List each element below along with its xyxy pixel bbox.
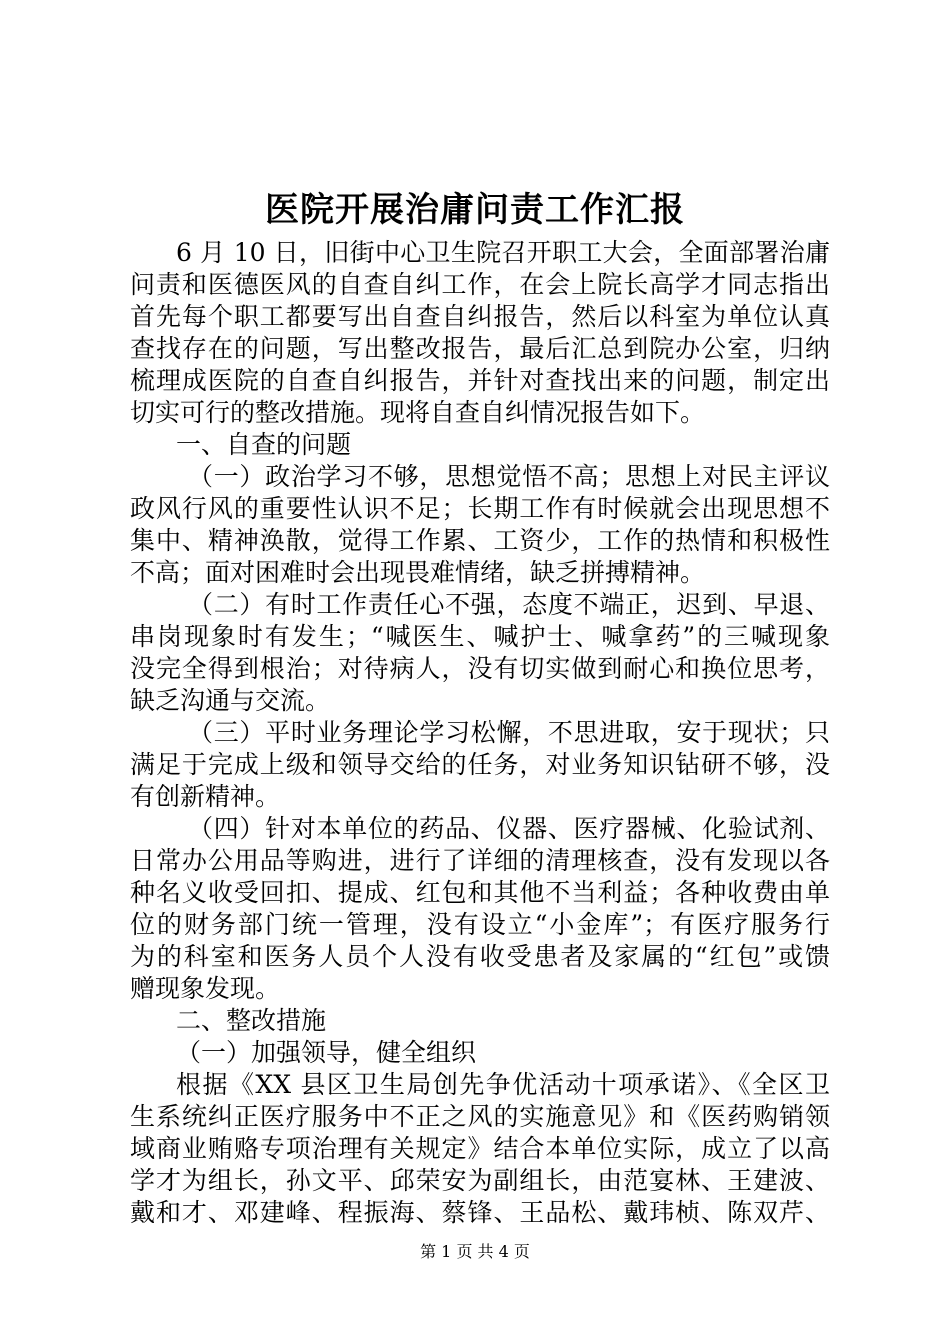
body-line: 为的科室和医务人员个人没有收受患者及家属的“红包”或馈 (130, 942, 830, 971)
body-line: 位的财务部门统一管理，没有设立“小金库”；有医疗服务行 (130, 910, 830, 939)
body-line: 一、自查的问题 (176, 430, 352, 459)
body-line: 政风行风的重要性认识不足；长期工作有时候就会出现思想不 (130, 494, 830, 523)
body-line: 缺乏沟通与交流。 (130, 686, 331, 715)
body-line: 域商业贿赂专项治理有关规定》结合本单位实际，成立了以高 (130, 1134, 830, 1163)
body-line: 查找存在的问题，写出整改报告，最后汇总到院办公室，归纳 (130, 334, 830, 363)
body-line: （三）平时业务理论学习松懈，不思进取，安于现状；只 (188, 718, 830, 747)
body-line: 种名义收受回扣、提成、红包和其他不当利益；各种收费由单 (130, 878, 830, 907)
body-line: 不高；面对困难时会出现畏难情绪，缺乏拼搏精神。 (130, 558, 706, 587)
body-line: 戴和才、邓建峰、程振海、蔡锋、王品松、戴玮桢、陈双芹、 (130, 1198, 830, 1227)
body-line: 首先每个职工都要写出自查自纠报告，然后以科室为单位认真 (130, 302, 830, 331)
body-line: 生系统纠正医疗服务中不正之风的实施意见》和《医药购销领 (130, 1102, 830, 1131)
document-body (130, 237, 830, 1229)
body-line: 有创新精神。 (130, 782, 281, 811)
body-line: 6 月 10 日，旧街中心卫生院召开职工大会，全面部署治庸 (176, 238, 830, 267)
body-line: 切实可行的整改措施。现将自查自纠情况报告如下。 (130, 398, 706, 427)
body-line: 二、整改措施 (176, 1006, 327, 1035)
body-line: 根据《XX 县区卫生局创先争优活动十项承诺》、《全区卫 (176, 1070, 830, 1099)
body-line: （四）针对本单位的药品、仪器、医疗器械、化验试剂、 (188, 814, 830, 843)
page-footer: 第 1 页 共 4 页 (420, 1242, 530, 1261)
document-title: 医院开展治庸问责工作汇报 (265, 190, 685, 230)
body-line: 没完全得到根治；对待病人，没有切实做到耐心和换位思考， (130, 654, 830, 683)
body-line: 集中、精神涣散，觉得工作累、工资少，工作的热情和积极性 (130, 526, 830, 555)
body-line: 串岗现象时有发生；“喊医生、喊护士、喊拿药”的三喊现象 (130, 622, 830, 651)
body-line: 满足于完成上级和领导交给的任务，对业务知识钻研不够，没 (130, 750, 830, 779)
body-line: （一）加强领导，健全组织 (176, 1038, 477, 1067)
body-line: 赠现象发现。 (130, 974, 281, 1003)
body-line: （二）有时工作责任心不强，态度不端正，迟到、早退、 (188, 590, 830, 619)
body-line: 梳理成医院的自查自纠报告，并针对查找出来的问题，制定出 (130, 366, 830, 395)
body-line: （一）政治学习不够，思想觉悟不高；思想上对民主评议 (188, 462, 830, 491)
body-line: 学才为组长，孙文平、邱荣安为副组长，由范宴林、王建波、 (130, 1166, 830, 1195)
body-line: 问责和医德医风的自查自纠工作，在会上院长高学才同志指出 (130, 270, 830, 299)
body-line: 日常办公用品等购进，进行了详细的清理核查，没有发现以各 (130, 846, 830, 875)
